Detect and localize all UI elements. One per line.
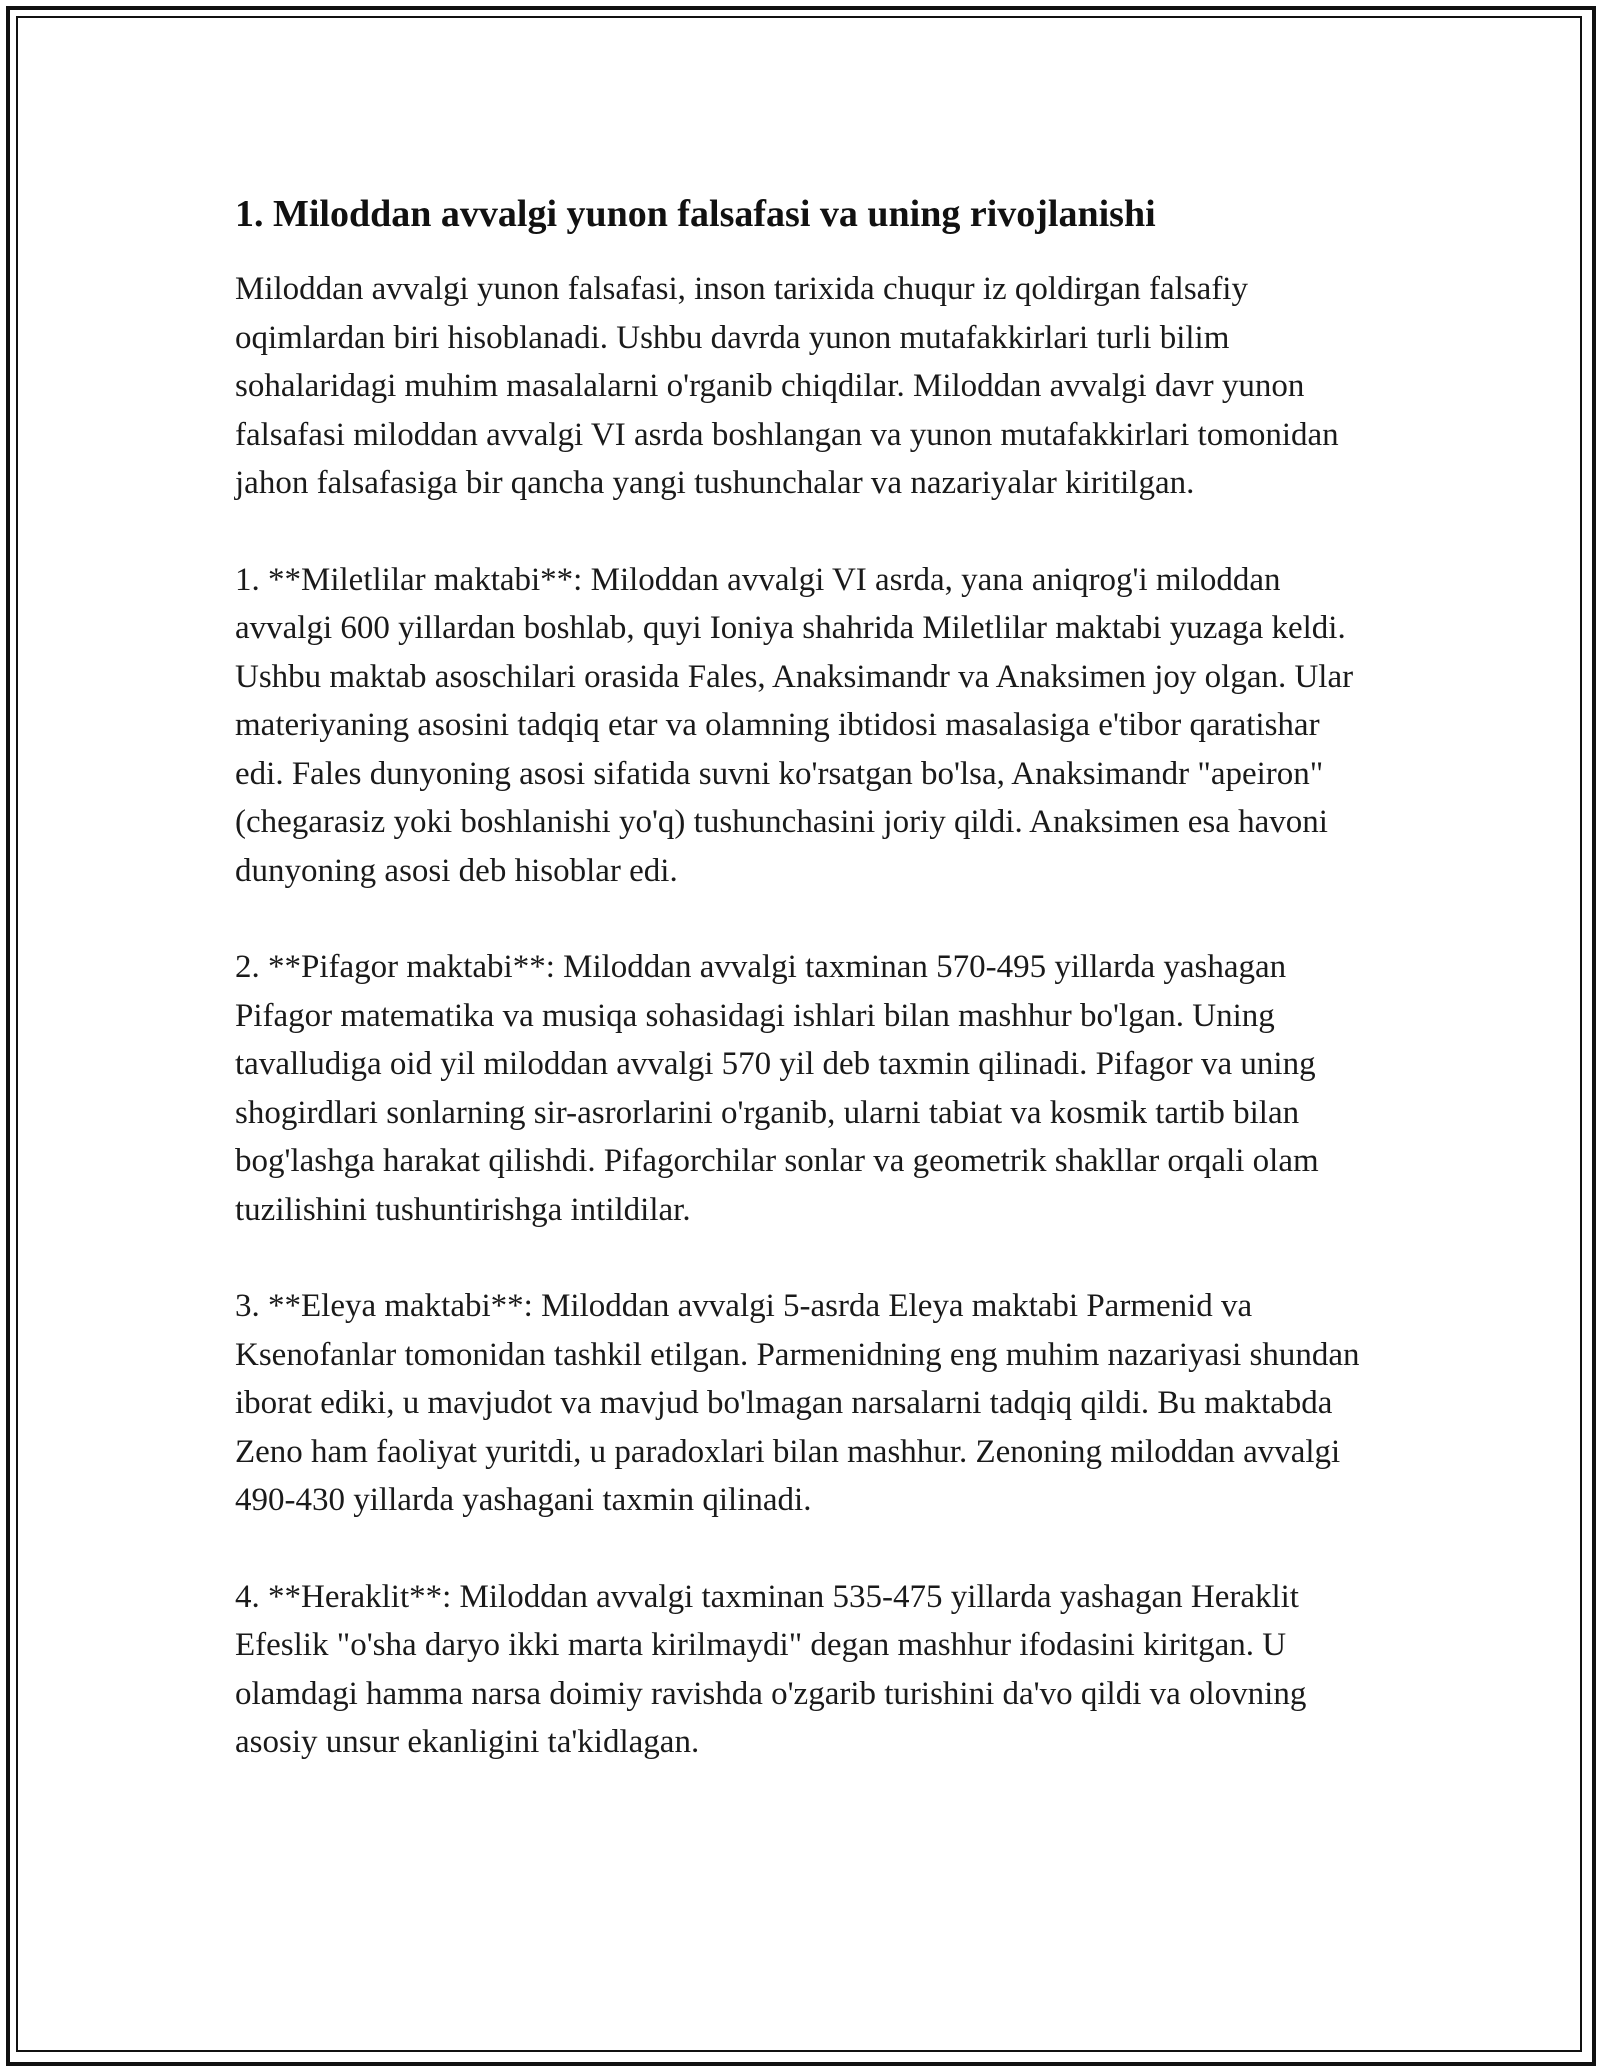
- paragraph-heraclitus: 4. **Heraklit**: Miloddan avvalgi taxminan 535-475 yillarda yashagan Heraklit Efeslik "o'sha daryo ikki marta kirilmaydi" degan mashhur ifodasini kiritgan. U olamdagi hamma narsa doimiy ravishda o'zgarib turishini da'vo qildi va olovning asosiy unsur ekanligini ta'kidlagan.: [235, 1578, 1307, 1760]
- paragraph-miletus-school: 1. **Miletlilar maktabi**: Miloddan avvalgi VI asrda, yana aniqrog'i miloddan avvalgi 600 yillardan boshlab, quyi Ioniya shahrida Miletlilar maktabi yuzaga keldi. Ushbu maktab asoschilari orasida Fales, Anaksimandr va Anaksimen joy olgan. Ular materiyaning asosini tadqiq etar va olamning ibtidosi masalasiga e'tibor qaratishar edi. Fales dunyoning asosi sifatida suvni ko'rsatgan bo'lsa, Anaksimandr "apeiron" (chegarasiz yoki boshlanishi yo'q) tushunchasini joriy qildi. Anaksimen esa havoni dunyoning asosi deb hisoblar edi.: [235, 561, 1354, 889]
- document-title: 1. Miloddan avvalgi yunon falsafasi va uning rivojlanishi: [235, 193, 1156, 235]
- paragraph-eleatic-school: 3. **Eleya maktabi**: Miloddan avvalgi 5-asrda Eleya maktabi Parmenid va Ksenofanlar tomonidan tashkil etilgan. Parmenidning eng muhim nazariyasi shundan iborat ediki, u mavjudot va mavjud bo'lmagan narsalarni tadqiq qildi. Bu maktabda Zeno ham faoliyat yuritdi, u paradoxlari bilan mashhur. Zenoning miloddan avvalgi 490-430 yillarda yashagani taxmin qilinadi.: [235, 1288, 1360, 1518]
- paragraph-pythagoras-school: 2. **Pifagor maktabi**: Miloddan avvalgi taxminan 570-495 yillarda yashagan Pifagor matematika va musiqa sohasidagi ishlari bilan mashhur bo'lgan. Uning tavalludiga oid yil miloddan avvalgi 570 yil deb taxmin qilinadi. Pifagor va uning shogirdlari sonlarning sir-asrorlarini o'rganib, ularni tabiat va kosmik tartib bilan bog'lashga harakat qilishdi. Pifagorchilar sonlar va geometrik shakllar orqali olam tuzilishini tushuntirishga intildilar.: [235, 949, 1319, 1228]
- document-body: [235, 185, 1375, 1815]
- paragraph-intro: Miloddan avvalgi yunon falsafasi, inson tarixida chuqur iz qoldirgan falsafiy oqimlardan biri hisoblanadi. Ushbu davrda yunon mutafakkirlari turli bilim sohalaridagi muhim masalalarni o'rganib chiqdilar. Miloddan avvalgi davr yunon falsafasi miloddan avvalgi VI asrda boshlangan va yunon mutafakkirlari tomonidan jahon falsafasiga bir qancha yangi tushunchalar va nazariyalar kiritilgan.: [235, 271, 1339, 501]
